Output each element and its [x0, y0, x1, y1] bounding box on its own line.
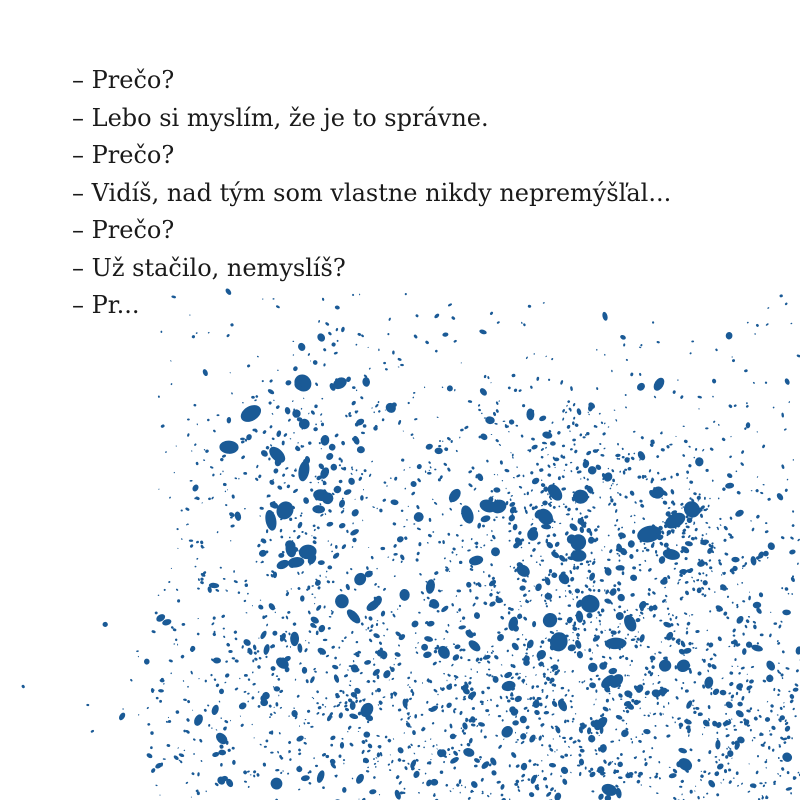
dialogue-line: – Pr... [72, 291, 140, 319]
dialogue-line: – Prečo? [72, 141, 175, 169]
dialogue-line: – Vidíš, nad tým som vlastne nikdy nepremýšľal... [72, 178, 672, 207]
dialogue-line: – Prečo? [72, 216, 175, 244]
dialogue-line: – Už stačilo, nemyslíš? [72, 253, 346, 282]
dialogue-line: – Lebo si myslím, že je to správne. [72, 103, 489, 132]
dialogue-line: – Prečo? [72, 66, 175, 94]
dialogue-text [72, 62, 671, 325]
